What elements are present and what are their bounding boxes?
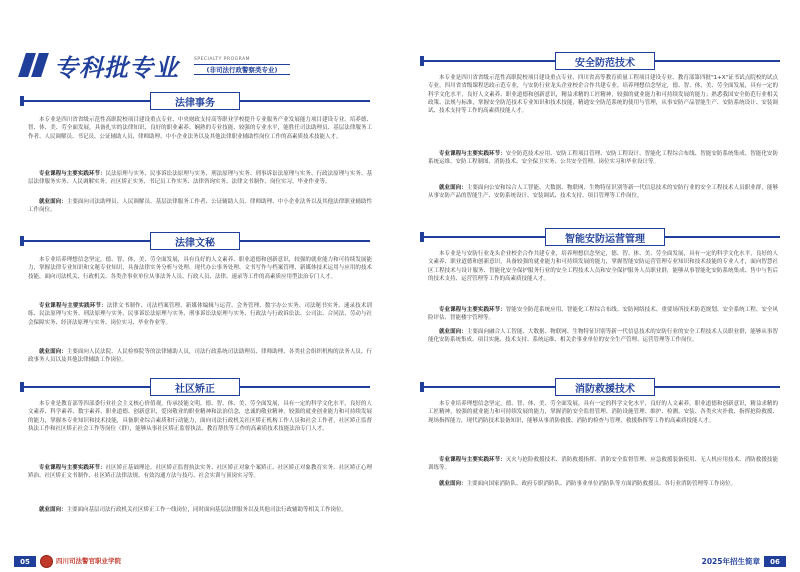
- school-name: 四川司法警官职业学院: [56, 557, 121, 565]
- jobs-label: 就业面向：: [39, 507, 67, 513]
- page-title: 专科批专业: [54, 54, 179, 82]
- courses-label: 专业课程与主要实践环节：: [439, 457, 506, 463]
- section-courses: [428, 150, 778, 167]
- school-logo-icon: [40, 555, 53, 568]
- section-title: 社区矫正: [150, 378, 240, 396]
- section-title: 法律文秘: [150, 232, 240, 250]
- courses-text: 安全防范技术应用、安防工程项目管理、安防工程设计、智能化工程综合布线、智能安防系统集成、智能化安防系统运维、安防工程制图、消防技术、安全保卫实务、公共安全管理、岗位实习和毕业设计等。: [428, 151, 778, 166]
- section-title: 安全防范技术: [555, 52, 655, 70]
- heading-marker: [20, 382, 24, 392]
- section-intro: 本专业培养理想信念坚定，德、智、体、美、劳全面发展，具有良好的人文素养、职业道德和创新意识，较强的就业能力和可持续发展能力，掌握法律专业知识和文秘专业知识，具备法律实务分析与处理、现代办公事务处理、文书写作与档案管理、新媒体技术运用与应用的技术技能，面向司法机关、行政机关、各类企事业单位从事法务人员、行政人员、法律、速录等工作的高素质应用型法治专门人才。: [28, 257, 372, 280]
- jobs-text: 主要面向公安和综合人工智能、大数据、物联网、生物特征识别等新一代信息技术的安防行业的安全工程技术人员职业群，能够从事安防产品的智能生产、安防系统设计、安装调试、技术支持、项目管理等工作岗位。: [428, 185, 778, 200]
- section-courses: [28, 302, 372, 327]
- page-header: [22, 48, 342, 82]
- section-courses: [428, 456, 778, 473]
- section-jobs: [28, 198, 372, 215]
- jobs-text: 主要面向司法助理员、人民调解员、基层法律服务工作者、公证辅助人员、律师助理、中小企业法务以及其他法律职业辅助性工作岗位。: [28, 199, 372, 214]
- jobs-text: 主要面向国家消防队、政府专职消防队、消防事业单位消防队等方面消防救援员、各行业消防管理等工作岗位。: [466, 481, 737, 487]
- heading-marker: [420, 56, 424, 66]
- courses-label: 专业课程与主要实践环节：: [439, 151, 506, 157]
- page-subtitle: (非司法行政警察类专业): [206, 66, 278, 74]
- section-heading-legal-secretary: [20, 232, 370, 250]
- heading-marker: [20, 236, 24, 246]
- heading-marker: [420, 382, 424, 392]
- section-intro: 本专业培养理想信念坚定，德、智、体、美、劳全面发展，具有一定的科学文化水平，良好的人文素养，职业道德和创新意识，精益求精的工匠精神，较强的就业能力和可持续发展的能力，掌握消防安全监督管理、消防设施管理、维护、检测、安装、各类火灾扑救、指挥抢险救援、现场指挥能力，现代消防技术装备知识，能够从事消防救援、消防的检查与管理、救援指挥等工作的高素质技能人才。: [428, 401, 778, 424]
- courses-text: 民法原理与实务、民事诉讼法原理与实务、刑法原理与实务、刑事诉讼法原理与实务、行政法原理与实务、基层法律服务实务、人民调解实务、社区矫正实务、书记员工作实务、法律咨询实务、法律文书制作、岗位实习、毕业作业等。: [28, 171, 372, 186]
- section-title: 智能安防运营管理: [545, 228, 665, 246]
- section-jobs: [428, 480, 778, 488]
- jobs-text: 主要面向基层司法行政机关社区矫正工作一线岗位，同时面向基层法律服务以及其他司法行政辅助等相关工作岗位。: [66, 507, 348, 513]
- left-footer: [0, 552, 400, 572]
- courses-label: 专业课程与主要实践环节：: [39, 465, 106, 471]
- jobs-label: 就业面向：: [439, 481, 467, 487]
- right-footer: [400, 552, 800, 572]
- heading-marker: [20, 96, 24, 106]
- courses-text: 灭火与抢险救援技术、消防救援指挥、消防安全监督管理、应急救援装备使用、无人机应用技术、消防救援技能训练等。: [428, 457, 778, 472]
- courses-text: 社区矫正基础理论、社区矫正监督执法实务、社区矫正对象个案矫正、社区矫正对象教育实务、社区矫正心理矫治、社区矫正文书制作、社区矫正法律法规、有效沟通方法与技巧、社会实训与顶岗实习等。: [28, 465, 372, 480]
- courses-text: 法律文书制作、司法档案管理、新媒体编辑与运营、会务管理、数字办公实务、司法秘书实务、速录技术训练、民法原理与实务、刑法原理与实务、民事诉讼法原理与实务、刑事诉讼法原理与实务、行政法与行政诉讼法、公司法、合同法、劳动与社会保障实务、经济法原理与实务、岗位实习、毕业作业等。: [28, 303, 372, 326]
- courses-label: 专业课程与主要实践环节：: [39, 303, 107, 309]
- jobs-label: 就业面向：: [39, 349, 67, 355]
- jobs-text: 主要面向融合人工智能、大数据、物联网、生物特征识别等新一代信息技术的安防行业的安全工程技术人员职业群，能够从事智能化安防系统集成、项目实施、技术支持、系统运维、相关企事业单位的安全生产管理、运营管理等工作岗位。: [428, 329, 778, 344]
- heading-marker: [420, 232, 424, 242]
- courses-text: 智能安全防范系统应用、智能化工程综合布线、安防网络技术、重要场所技术防范规划、安全系统工程、安全风险评估、智能楼宇管理等。: [428, 307, 778, 322]
- section-intro: 本专业是与安防行业龙头企业校企合作共建专业，培养理想信念坚定，德、智、体、美、劳全面发展，具有一定的科学文化水平，良好的人文素养、职业道德和创新意识，具备较强的就业能力和可持续发展的能力，掌握智能安防运营管理专业知识和技术技能的专业人才，面向智慧社区工程技术与设计服务、智能化安全保护服务行业的安全工程技术人员和安全保护服务人员职业群，能够从事智能化安防系统集成、售中与售后的技术支持、运营管理等工作的高素质技能人才。: [428, 251, 778, 283]
- page-title-english: SPECIALTY PROGRAM: [194, 57, 251, 62]
- section-courses: [28, 464, 372, 481]
- section-heading-security-tech: [420, 52, 780, 70]
- brochure-title: 2025年招生简章: [701, 557, 760, 566]
- section-jobs: [28, 506, 372, 514]
- jobs-label: 就业面向：: [439, 329, 467, 335]
- section-heading-community-correction: [20, 378, 370, 396]
- section-heading-fire-rescue: [420, 378, 780, 396]
- page-number: 06: [764, 556, 786, 567]
- section-jobs: [28, 348, 372, 365]
- page-subtitle-box: [194, 64, 290, 75]
- section-jobs: [428, 184, 778, 201]
- right-page: [400, 0, 800, 572]
- section-title: 法律事务: [150, 92, 240, 110]
- section-intro: 本专业是教育部等四部委行业社会主义核心价值观，传承技能文明，德、智、体、美、劳全面发展，具有一定的科学文化水平，良好的人文素养、科学素养、数字素养、职业道德、创新意识，爱岗敬业的职业精神和法治信念，忠诚的敬业精神，较强的就业创业能力和可持续发展的能力，掌握本专业知识和技术技能，具备职业综合素质和行动能力，面向司法行政机关社区矫正机构工作人员和社会工作者，社区矫正监督执法工作和社区矫正社会工作等岗位（群），能够从事社区矫正监督执法、教育帮扶等工作的高素质技术技能法治专门人才。: [28, 401, 372, 433]
- courses-label: 专业课程与主要实践环节：: [39, 171, 106, 177]
- section-heading-smart-security-ops: [420, 228, 780, 246]
- section-jobs: [428, 328, 778, 345]
- jobs-label: 就业面向：: [439, 185, 467, 191]
- jobs-label: 就业面向：: [39, 199, 67, 205]
- section-intro: 本专业是四川省省级示范性高职院校项目建设重点专业、四川省高等教育质量工程项目建设专业、教育部第四批"1+X"证书试点院校的试点专业，四川省省级课程思政示范专业，与安防行业龙头企业校企合作共建专业。培养理想信念坚定，德、智、体、美、劳全面发展，具有一定的科学文化水平，良好人文素养、职业道德和创新意识，精益求精的工匠精神，较强的就业能力和可持续发展的能力；熟悉我国安全防范行业相关政策、法规与标准，掌握安全防范技术专业知识和技术技能，精通安全防范系统的使用与管理，从事安防产品智能生产、安防系统设计、安装调试、技术支持等工作的高素质技能人才。: [428, 75, 778, 115]
- section-courses: [428, 306, 778, 323]
- section-intro: 本专业是四川省省级示范性高职院校项目建设重点专业、中央财政支持高等职业学校提升专业服务产业发展能力项目建设专业。培养德、智、体、美、劳全面发展，具备扎实的法律知识、良好的职业素养、娴熟的专业技能、较强的专业水平，能胜任司法助理员、基层法律服务工作者、人民调解员、书记员、公证辅助人员、律师助理、中小企业法务以及其他法律职业辅助性岗位工作的高素质技术技能人才。: [28, 117, 372, 140]
- section-courses: [28, 170, 372, 187]
- section-heading-law-affairs: [20, 92, 370, 110]
- jobs-text: 主要面向人民法院、人民检察院等的法律辅助人员，司法行政系统司法助理员、律师助理、各类社会组织机构的法务人员、行政事务人员以及其他法律辅助工作岗位。: [28, 349, 372, 364]
- courses-label: 专业课程与主要实践环节：: [439, 307, 506, 313]
- page-number: 05: [14, 556, 36, 567]
- section-title: 消防救援技术: [555, 378, 655, 396]
